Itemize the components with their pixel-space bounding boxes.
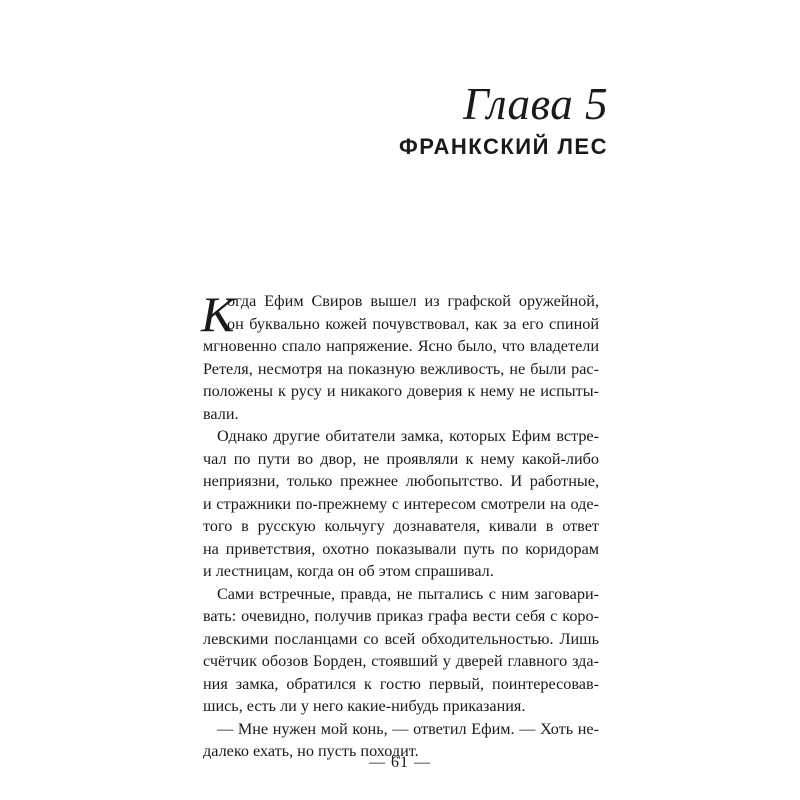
text-line: вали.: [203, 404, 239, 423]
text-line: и стражники по-прежнему с интересом смотрели на оде-: [203, 494, 599, 513]
text-line: — Мне нужен мой конь, — ответил Ефим. — Хоть не-: [217, 719, 599, 738]
text-line: далеко ехать, но пусть походит.: [203, 742, 419, 760]
text-line: Сами встречные, правда, не пытались с ним заговари-: [217, 584, 599, 603]
text-line: Ретеля, несмотря на показную вежливость, не были рас-: [203, 359, 599, 378]
text-line: левскими посланцами со всей обходительностью. Лишь: [203, 629, 599, 648]
text-line: и лестницам, когда он об этом спрашивал.: [203, 562, 494, 580]
text-line: шись, есть ли у него какие-нибудь приказания.: [203, 697, 526, 715]
body-text: [201, 286, 599, 763]
text-line: на приветствия, охотно показывали путь по коридорам: [203, 539, 599, 558]
text-line: Однако другие обитатели замка, которых Ефим встре-: [217, 427, 599, 445]
drop-cap: К: [201, 286, 235, 342]
text-line: чал по пути во двор, не проявляли к нему какой-либо: [203, 449, 599, 468]
text-line: счётчик обозов Борден, стоявший у дверей главного зда-: [203, 652, 599, 670]
chapter-title: ФРАНКСКИЙ ЛЕС: [399, 134, 608, 159]
text-line: огда Ефим Свиров вышел из графской оружейной,: [227, 292, 599, 310]
text-line: мгновенно спало напряжение. Ясно было, что владетели: [203, 337, 599, 355]
chapter-number: Глава 5: [463, 79, 608, 129]
text-line: он буквально кожей почувствовал, как за его спиной: [227, 314, 599, 333]
text-line: вать: очевидно, получив приказ графа вести себя с коро-: [203, 607, 599, 625]
text-line: неприязни, только прежнее любопытство. И работные,: [203, 472, 599, 490]
page-number: — 61 —: [369, 754, 431, 771]
text-line: ния замка, обратился к гостю первый, поинтересовав-: [203, 674, 599, 693]
text-line: того в русскую кольчугу дознавателя, кивали в ответ: [203, 517, 599, 535]
text-line: положены к русу и никакого доверия к нему не испыты-: [203, 382, 599, 400]
